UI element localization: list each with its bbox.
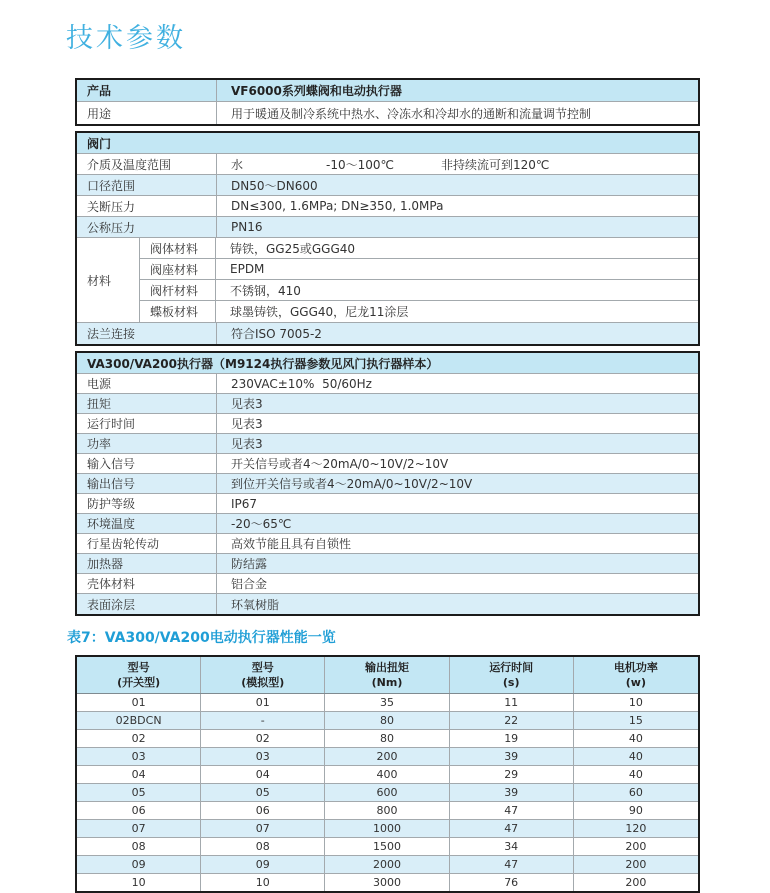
spec-value: 见表3 [231, 417, 263, 431]
spec-value: 防结露 [231, 557, 268, 571]
page-title: 技术参数 [66, 23, 186, 54]
spec-value: EPDM [230, 262, 265, 276]
table-row [77, 838, 698, 856]
table-cell: 05 [201, 784, 325, 801]
table-cell: 800 [325, 802, 449, 819]
table-cell: 07 [201, 820, 325, 837]
section-header-valve: 阀门 [77, 133, 698, 154]
table-cell: 47 [450, 856, 574, 873]
column-header-line2: (w) [625, 676, 646, 689]
column-header-line2: (s) [502, 676, 520, 689]
spec-table-actuator [75, 351, 700, 616]
table-cell: 80 [325, 730, 449, 747]
spec-value: 用于暖通及制冷系统中热水、冷冻水和冷却水的通断和流量调节控制 [231, 106, 592, 121]
table-row [77, 454, 698, 474]
table-cell: 200 [325, 748, 449, 765]
table-row [77, 534, 698, 554]
spec-label: 壳体材料 [77, 574, 217, 593]
table-cell: 76 [450, 874, 574, 891]
column-header-line1: 电机功率 [613, 661, 658, 674]
table-cell: 40 [628, 732, 643, 745]
table-cell: 80 [325, 712, 449, 729]
table-cell: 200 [625, 840, 647, 853]
column-header-line1: 型号 [127, 661, 150, 674]
table-cell: 08 [77, 838, 201, 855]
table-row [77, 712, 698, 730]
column-header-line1: 运行时间 [489, 661, 534, 674]
spec-label: 公称压力 [77, 217, 217, 237]
spec-value: IP67 [231, 496, 258, 511]
material-rows [140, 238, 698, 322]
material-group [77, 238, 698, 323]
column-header-line1: 输出扭矩 [364, 661, 409, 674]
spec-value [217, 154, 698, 174]
table-row [77, 394, 698, 414]
spec-value: DN50～DN600 [231, 178, 318, 193]
table-cell: 09 [201, 856, 325, 873]
table-row [77, 730, 698, 748]
spec-value: 高效节能且具有自锁性 [231, 537, 352, 551]
spec-label: 产品 [77, 80, 217, 101]
table-cell: 35 [325, 694, 449, 711]
table-header-row [77, 657, 698, 694]
spec-value: 不锈钢，410 [230, 283, 301, 298]
table-cell: 29 [450, 766, 574, 783]
table-row [77, 856, 698, 874]
column-header-line2: (模拟型) [241, 676, 285, 689]
table-row [77, 414, 698, 434]
table-cell: 07 [77, 820, 201, 837]
table-cell: 1000 [325, 820, 449, 837]
table-cell: 10 [201, 874, 325, 891]
table-cell: 02 [77, 730, 201, 747]
spec-label: 功率 [77, 434, 217, 453]
table-cell: 08 [201, 838, 325, 855]
spec-label: 输入信号 [77, 454, 217, 473]
spec-label: 介质及温度范围 [77, 154, 217, 174]
table-cell: 200 [625, 876, 647, 889]
spec-label: 材料 [77, 238, 140, 322]
table-row [77, 494, 698, 514]
spec-value: 铸铁，GG25或GGG40 [230, 241, 356, 256]
spec-table-valve [75, 131, 700, 346]
table-cell: 01 [201, 694, 325, 711]
table-cell: 90 [628, 804, 643, 817]
table-row [77, 594, 698, 614]
table-row [77, 874, 698, 891]
table-cell: 03 [201, 748, 325, 765]
table-row [77, 374, 698, 394]
table-row [77, 196, 698, 217]
table-cell: 06 [201, 802, 325, 819]
column-header [77, 657, 201, 693]
table-cell: 120 [625, 822, 647, 835]
table-cell: 34 [450, 838, 574, 855]
table-row [77, 175, 698, 196]
table-row [77, 802, 698, 820]
table-row [77, 784, 698, 802]
spec-value: VF6000系列蝶阀和电动执行器 [231, 84, 402, 98]
table-row [140, 259, 698, 280]
table-row [77, 820, 698, 838]
column-header [450, 657, 574, 693]
table-cell: - [201, 712, 325, 729]
spec-value: 230VAC±10% 50/60Hz [231, 376, 372, 391]
spec-sublabel: 阀体材料 [140, 238, 216, 258]
spec-sublabel: 阀座材料 [140, 259, 216, 279]
column-header-line2: (Nm) [371, 676, 403, 689]
value-part: 水 [231, 157, 244, 172]
table-cell: 03 [77, 748, 201, 765]
table-cell: 600 [325, 784, 449, 801]
spec-value: DN≤300, 1.6MPa; DN≥350, 1.0MPa [231, 199, 444, 213]
table-cell: 60 [628, 786, 643, 799]
spec-label: 电源 [77, 374, 217, 393]
table-cell: 04 [77, 766, 201, 783]
table-cell: 05 [77, 784, 201, 801]
spec-table-product [75, 78, 700, 126]
table-row [140, 280, 698, 301]
spec-label: 关断压力 [77, 196, 217, 216]
table-cell: 47 [450, 802, 574, 819]
column-header [325, 657, 449, 693]
table-cell: 02 [201, 730, 325, 747]
spec-value: 环氧树脂 [231, 597, 280, 612]
table-cell: 47 [450, 820, 574, 837]
value-part: 非持续流可到120℃ [441, 157, 550, 172]
column-header-line1: 型号 [251, 661, 274, 674]
spec-value: 开关信号或者4～20mA/0~10V/2~10V [231, 457, 449, 471]
spec-label: 输出信号 [77, 474, 217, 493]
table-cell: 01 [77, 694, 201, 711]
table-cell: 400 [325, 766, 449, 783]
spec-label: 表面涂层 [77, 594, 217, 614]
table-cell: 1500 [325, 838, 449, 855]
column-header [201, 657, 325, 693]
spec-value: 铝合金 [231, 577, 268, 591]
spec-label: 加热器 [77, 554, 217, 573]
spec-sublabel: 阀杆材料 [140, 280, 216, 300]
table-row [77, 514, 698, 534]
table-cell: 09 [77, 856, 201, 873]
spec-label: 行星齿轮传动 [77, 534, 217, 553]
spec-value: 到位开关信号或者4～20mA/0~10V/2~10V [231, 477, 473, 491]
table-row [77, 766, 698, 784]
table-row [77, 574, 698, 594]
spec-value: -20～65℃ [231, 517, 292, 531]
spec-value: PN16 [231, 220, 263, 234]
spec-label: 防护等级 [77, 494, 217, 513]
spec-sublabel: 蝶板材料 [140, 301, 216, 322]
table-cell: 22 [450, 712, 574, 729]
table-row [77, 694, 698, 712]
table-cell: 02BDCN [77, 712, 201, 729]
table-cell: 200 [625, 858, 647, 871]
column-header-line2: (开关型) [117, 676, 161, 689]
spec-value: 球墨铸铁，GGG40，尼龙11涂层 [230, 305, 409, 319]
value-part: -10～100℃ [326, 157, 394, 172]
column-header [574, 657, 698, 693]
table-row [77, 554, 698, 574]
table-cell: 10 [628, 696, 643, 709]
section-header-actuator: VA300/VA200执行器（M9124执行器参数见风门执行器样本） [77, 353, 698, 374]
table-cell: 2000 [325, 856, 449, 873]
table-row [140, 238, 698, 259]
table-row [77, 154, 698, 175]
table7-title: 表7：VA300/VA200电动执行器性能一览 [67, 630, 336, 646]
spec-label: 法兰连接 [77, 323, 217, 344]
table-cell: 04 [201, 766, 325, 783]
table-row [77, 102, 698, 124]
spec-label: 扭矩 [77, 394, 217, 413]
table-row [77, 323, 698, 344]
table-cell: 19 [450, 730, 574, 747]
spec-value: 见表3 [231, 397, 263, 411]
table-cell: 39 [450, 748, 574, 765]
spec-label: 口径范围 [77, 175, 217, 195]
table-cell: 40 [628, 768, 643, 781]
document-body [67, 78, 700, 893]
table-cell: 06 [77, 802, 201, 819]
table-row [77, 474, 698, 494]
spec-label: 运行时间 [77, 414, 217, 433]
spec-value: 符合ISO 7005-2 [231, 327, 322, 341]
table-cell: 10 [77, 874, 201, 891]
table-cell: 3000 [325, 874, 449, 891]
table-row [77, 434, 698, 454]
table-row [77, 80, 698, 102]
table-cell: 15 [628, 714, 643, 727]
spec-label: 环境温度 [77, 514, 217, 533]
table-cell: 11 [450, 694, 574, 711]
table-row [140, 301, 698, 322]
spec-label: 用途 [77, 102, 217, 124]
table-row [77, 217, 698, 238]
performance-table [75, 655, 700, 893]
table-row [77, 748, 698, 766]
spec-value: 见表3 [231, 437, 263, 451]
table-cell: 39 [450, 784, 574, 801]
table-cell: 40 [628, 750, 643, 763]
